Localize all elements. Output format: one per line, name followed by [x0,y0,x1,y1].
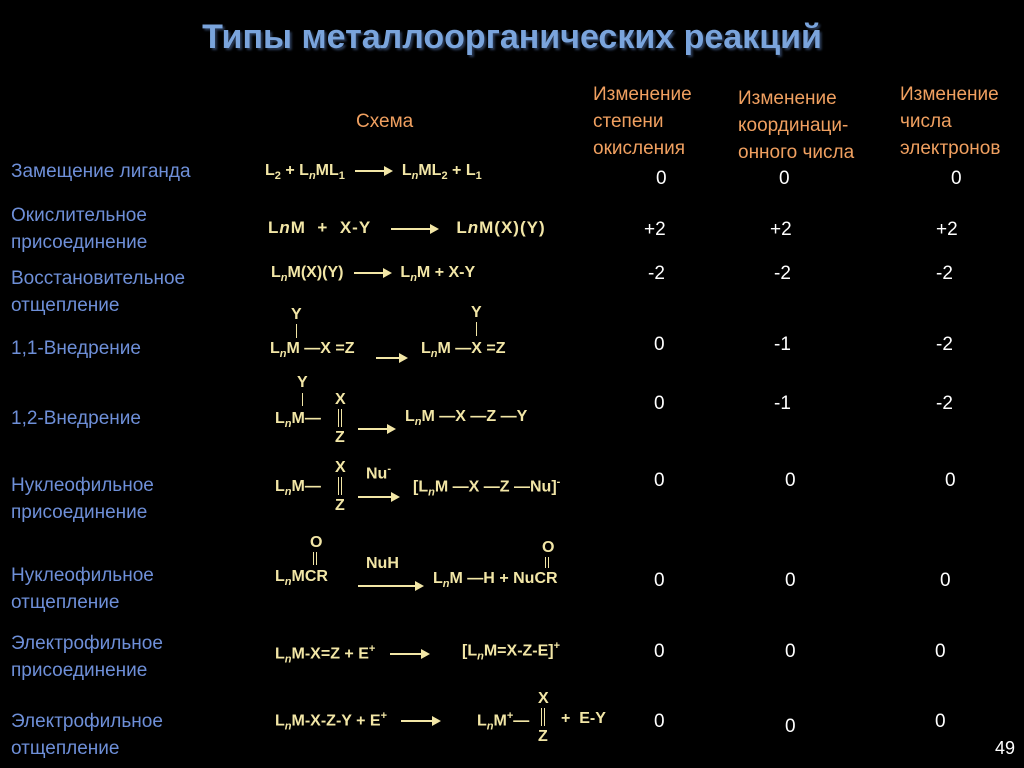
r6-x: X [335,459,346,476]
double-bond [313,552,317,565]
header-coordination: Изменение координаци-онного числа [738,88,855,163]
value-ox: 0 [654,470,665,491]
row-name-reductive-elimination: Восстановительное отщепление [11,268,186,316]
r5-x: X [335,391,346,408]
value-ox: 0 [656,168,667,189]
header-electrons: Изменение числа электронов [900,84,1001,159]
reaction-11-insertion-right: $L_nM$ —X =Z [421,340,506,361]
r9-x: X [538,690,549,707]
value-el: 0 [940,570,951,591]
value-cn: +2 [770,219,792,240]
row-name-electrophilic-elimination: Электрофильное отщепление [11,711,163,759]
reaction-nucleophilic-addition-left: $L_nM—$ [275,478,321,499]
page-number: 49 [995,738,1016,758]
value-cn: -1 [774,334,791,355]
value-el: -2 [936,393,953,414]
double-bond [338,477,342,495]
row-name-11-insertion: 1,1-Внедрение [11,338,141,359]
double-bond [545,557,549,568]
reaction-electrophilic-elimination-right: $L_nM^+—$ [477,710,530,733]
reaction-electrophilic-addition-left: $L_nM-X=Z + E^+$ [275,643,438,666]
double-bond [541,708,545,726]
value-ox: -2 [648,263,665,284]
value-el: 0 [935,641,946,662]
reaction-arrow [370,349,412,367]
r9-product: + E-Y [561,710,606,727]
reaction-arrow [354,272,390,274]
value-el: -2 [936,334,953,355]
reaction-oxidative-addition: LnM + X-Y LnM(X)(Y) [268,218,546,237]
r9-z: Z [538,728,548,745]
reaction-arrow [401,720,439,722]
reaction-nucleophilic-addition-right: [$L_nM$ —X —Z —Nu]- [413,476,561,499]
value-cn: -2 [774,263,791,284]
bond-line [476,322,477,336]
page-title: Типы металлоорганических реакций [202,18,822,56]
reaction-arrow [352,577,428,595]
r4-y-top-left: Y [291,306,302,323]
nucleophile-label: Nu- [366,463,391,483]
value-ox: 0 [654,570,665,591]
reaction-arrow [355,170,391,172]
reaction-12-insertion-right: $L_nM$ —X —Z —Y [405,408,528,429]
r7-o-right: O [542,539,555,556]
reaction-arrow [352,488,404,506]
reaction-arrow [390,653,428,655]
row-name-nucleophilic-elimination: Нуклеофильное отщепление [11,565,154,613]
reaction-arrow [391,228,437,230]
r7-o-left: O [310,534,323,551]
header-scheme: Схема [356,111,414,132]
value-ox: +2 [644,219,666,240]
value-el: -2 [936,263,953,284]
bond-line [296,324,297,338]
value-ox: 0 [654,334,665,355]
value-cn: 0 [785,570,796,591]
value-ox: 0 [654,711,665,732]
row-name-electrophilic-addition: Электрофильное присоединение [11,633,163,681]
nuh-label: NuH [366,555,399,572]
value-el: 0 [951,168,962,189]
value-cn: 0 [785,716,796,737]
bond-line [302,393,303,406]
value-el: 0 [935,711,946,732]
reaction-reductive-elimination: $L_nM(X)(Y) L_nM + X-Y$ [271,264,476,285]
r5-y-top: Y [297,374,308,391]
value-cn: 0 [785,641,796,662]
row-name-nucleophilic-addition: Нуклеофильное присоединение [11,475,154,523]
reaction-arrow [352,420,400,438]
value-cn: 0 [785,470,796,491]
reaction-ligand-substitution: $L_2 + L_nML_1$ $L_nML_2 + L_1$ [265,162,482,183]
reaction-nucleophilic-elimination-right: $L_nM$ —H + NuCR [433,570,558,591]
reaction-electrophilic-elimination-left: $L_nM-X-Z-Y + E^+$ [275,710,449,733]
reaction-nucleophilic-elimination-left: $L_nMCR$ [275,568,328,589]
reaction-12-insertion-left: $L_nM—$ [275,410,321,431]
header-oxidation: Изменение степени окисления [593,84,692,159]
value-ox: 0 [654,641,665,662]
row-name-oxidative-addition: Окислительное присоединение [11,205,148,253]
reaction-11-insertion-left: $L_nM$ —X =Z [270,340,355,361]
double-bond [338,409,342,427]
row-name-12-insertion: 1,2-Внедрение [11,408,141,429]
reaction-electrophilic-addition-right: $[L_nM=X-Z-E]^+$ [462,640,561,663]
r5-z: Z [335,429,345,446]
row-name-ligand-substitution: Замещение лиганда [11,161,191,182]
value-el: +2 [936,219,958,240]
value-el: 0 [945,470,956,491]
r4-y-top-right: Y [471,304,482,321]
value-cn: 0 [779,168,790,189]
value-cn: -1 [774,393,791,414]
r6-z: Z [335,497,345,514]
value-ox: 0 [654,393,665,414]
